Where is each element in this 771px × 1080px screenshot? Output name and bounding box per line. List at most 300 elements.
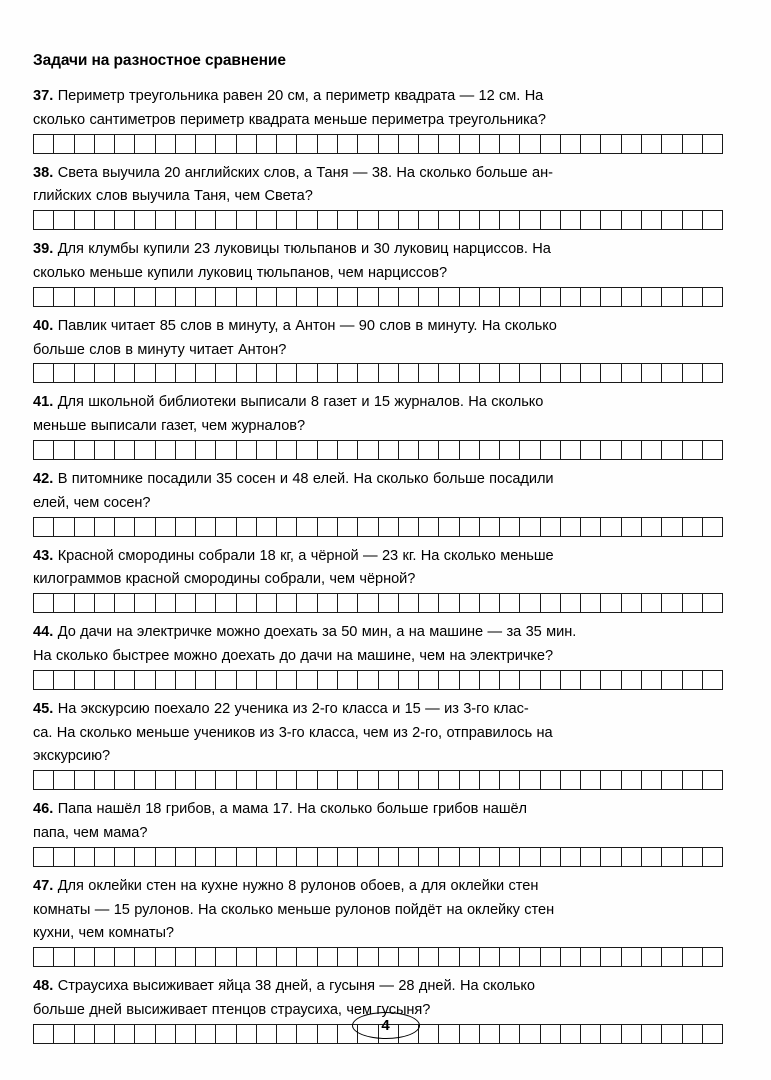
answer-grid-cell[interactable] — [379, 441, 399, 459]
answer-grid-cell[interactable] — [419, 671, 439, 689]
answer-grid-cell[interactable] — [399, 594, 419, 612]
answer-grid-cell[interactable] — [500, 364, 520, 382]
answer-grid-cell[interactable] — [196, 594, 216, 612]
answer-grid-cell[interactable] — [642, 771, 662, 789]
answer-grid-cell[interactable] — [34, 441, 54, 459]
answer-grid-cell[interactable] — [237, 671, 257, 689]
answer-grid-cell[interactable] — [480, 364, 500, 382]
answer-grid-cell[interactable] — [419, 135, 439, 153]
answer-grid-cell[interactable] — [156, 671, 176, 689]
answer-grid-cell[interactable] — [581, 288, 601, 306]
answer-grid-cell[interactable] — [642, 948, 662, 966]
answer-grid-cell[interactable] — [601, 594, 621, 612]
answer-grid-cell[interactable] — [318, 848, 338, 866]
answer-grid-cell[interactable] — [216, 364, 236, 382]
answer-grid-cell[interactable] — [297, 848, 317, 866]
answer-grid-cell[interactable] — [541, 671, 561, 689]
answer-grid-cell[interactable] — [622, 671, 642, 689]
answer-grid-cell[interactable] — [520, 848, 540, 866]
answer-grid-cell[interactable] — [318, 948, 338, 966]
answer-grid-cell[interactable] — [439, 288, 459, 306]
answer-grid-cell[interactable] — [500, 848, 520, 866]
answer-grid-cell[interactable] — [581, 671, 601, 689]
answer-grid-cell[interactable] — [156, 135, 176, 153]
answer-grid-cell[interactable] — [703, 288, 722, 306]
answer-grid-cell[interactable] — [34, 364, 54, 382]
answer-grid-cell[interactable] — [95, 288, 115, 306]
answer-grid-cell[interactable] — [237, 364, 257, 382]
answer-grid-cell[interactable] — [358, 594, 378, 612]
answer-grid-cell[interactable] — [318, 288, 338, 306]
answer-grid-cell[interactable] — [257, 518, 277, 536]
answer-grid-cell[interactable] — [581, 441, 601, 459]
answer-grid-cell[interactable] — [561, 948, 581, 966]
answer-grid-cell[interactable] — [622, 288, 642, 306]
answer-grid-cell[interactable] — [642, 441, 662, 459]
answer-grid-cell[interactable] — [399, 441, 419, 459]
answer-grid-cell[interactable] — [439, 848, 459, 866]
answer-grid-cell[interactable] — [662, 848, 682, 866]
answer-grid-cell[interactable] — [460, 771, 480, 789]
answer-grid-cell[interactable] — [95, 441, 115, 459]
answer-grid-cell[interactable] — [379, 135, 399, 153]
answer-grid-cell[interactable] — [216, 135, 236, 153]
answer-grid-cell[interactable] — [95, 364, 115, 382]
answer-grid-cell[interactable] — [338, 135, 358, 153]
answer-grid-cell[interactable] — [561, 364, 581, 382]
answer-grid-cell[interactable] — [318, 594, 338, 612]
answer-grid-cell[interactable] — [642, 671, 662, 689]
answer-grid-cell[interactable] — [34, 848, 54, 866]
answer-grid-cell[interactable] — [237, 211, 257, 229]
answer-grid-cell[interactable] — [135, 771, 155, 789]
answer-grid-cell[interactable] — [561, 135, 581, 153]
answer-grid-cell[interactable] — [115, 771, 135, 789]
answer-grid-cell[interactable] — [601, 211, 621, 229]
answer-grid-cell[interactable] — [581, 364, 601, 382]
answer-grid-cell[interactable] — [541, 771, 561, 789]
answer-grid-cell[interactable] — [196, 211, 216, 229]
answer-grid-cell[interactable] — [581, 848, 601, 866]
answer-grid-cell[interactable] — [520, 135, 540, 153]
answer-grid-cell[interactable] — [500, 211, 520, 229]
answer-grid-cell[interactable] — [135, 211, 155, 229]
answer-grid[interactable] — [33, 134, 723, 154]
answer-grid[interactable] — [33, 210, 723, 230]
answer-grid-cell[interactable] — [399, 288, 419, 306]
answer-grid-cell[interactable] — [520, 594, 540, 612]
answer-grid-cell[interactable] — [642, 518, 662, 536]
answer-grid-cell[interactable] — [683, 135, 703, 153]
answer-grid-cell[interactable] — [277, 364, 297, 382]
answer-grid-cell[interactable] — [379, 518, 399, 536]
answer-grid-cell[interactable] — [297, 441, 317, 459]
answer-grid-cell[interactable] — [75, 135, 95, 153]
answer-grid-cell[interactable] — [297, 364, 317, 382]
answer-grid-cell[interactable] — [54, 671, 74, 689]
answer-grid-cell[interactable] — [460, 211, 480, 229]
answer-grid-cell[interactable] — [277, 135, 297, 153]
answer-grid-cell[interactable] — [622, 848, 642, 866]
answer-grid-cell[interactable] — [196, 135, 216, 153]
answer-grid-cell[interactable] — [379, 288, 399, 306]
answer-grid-cell[interactable] — [419, 364, 439, 382]
answer-grid-cell[interactable] — [500, 441, 520, 459]
answer-grid-cell[interactable] — [338, 518, 358, 536]
answer-grid-cell[interactable] — [216, 211, 236, 229]
answer-grid-cell[interactable] — [277, 848, 297, 866]
answer-grid-cell[interactable] — [541, 135, 561, 153]
answer-grid-cell[interactable] — [237, 288, 257, 306]
answer-grid-cell[interactable] — [196, 518, 216, 536]
answer-grid-cell[interactable] — [196, 671, 216, 689]
answer-grid-cell[interactable] — [54, 211, 74, 229]
answer-grid-cell[interactable] — [277, 948, 297, 966]
answer-grid-cell[interactable] — [176, 211, 196, 229]
answer-grid-cell[interactable] — [135, 594, 155, 612]
answer-grid-cell[interactable] — [318, 671, 338, 689]
answer-grid[interactable] — [33, 947, 723, 967]
answer-grid-cell[interactable] — [460, 948, 480, 966]
answer-grid-cell[interactable] — [662, 771, 682, 789]
answer-grid-cell[interactable] — [297, 594, 317, 612]
answer-grid-cell[interactable] — [642, 135, 662, 153]
answer-grid-cell[interactable] — [257, 771, 277, 789]
answer-grid-cell[interactable] — [318, 441, 338, 459]
answer-grid-cell[interactable] — [237, 135, 257, 153]
answer-grid-cell[interactable] — [237, 948, 257, 966]
answer-grid-cell[interactable] — [297, 518, 317, 536]
answer-grid-cell[interactable] — [135, 288, 155, 306]
answer-grid-cell[interactable] — [703, 848, 722, 866]
answer-grid-cell[interactable] — [581, 948, 601, 966]
answer-grid-cell[interactable] — [460, 441, 480, 459]
answer-grid-cell[interactable] — [358, 211, 378, 229]
answer-grid-cell[interactable] — [460, 594, 480, 612]
answer-grid-cell[interactable] — [277, 288, 297, 306]
answer-grid-cell[interactable] — [297, 671, 317, 689]
answer-grid-cell[interactable] — [358, 135, 378, 153]
answer-grid-cell[interactable] — [399, 518, 419, 536]
answer-grid-cell[interactable] — [338, 441, 358, 459]
answer-grid-cell[interactable] — [601, 771, 621, 789]
answer-grid-cell[interactable] — [642, 364, 662, 382]
answer-grid-cell[interactable] — [95, 518, 115, 536]
answer-grid-cell[interactable] — [156, 441, 176, 459]
answer-grid-cell[interactable] — [297, 135, 317, 153]
answer-grid-cell[interactable] — [439, 364, 459, 382]
answer-grid-cell[interactable] — [196, 288, 216, 306]
answer-grid-cell[interactable] — [176, 948, 196, 966]
answer-grid-cell[interactable] — [379, 848, 399, 866]
answer-grid-cell[interactable] — [358, 848, 378, 866]
answer-grid[interactable] — [33, 440, 723, 460]
answer-grid-cell[interactable] — [662, 135, 682, 153]
answer-grid-cell[interactable] — [196, 364, 216, 382]
answer-grid-cell[interactable] — [520, 211, 540, 229]
answer-grid-cell[interactable] — [520, 671, 540, 689]
answer-grid-cell[interactable] — [419, 288, 439, 306]
answer-grid-cell[interactable] — [257, 135, 277, 153]
answer-grid-cell[interactable] — [297, 288, 317, 306]
answer-grid-cell[interactable] — [54, 135, 74, 153]
answer-grid-cell[interactable] — [419, 211, 439, 229]
answer-grid-cell[interactable] — [399, 211, 419, 229]
answer-grid-cell[interactable] — [622, 364, 642, 382]
answer-grid-cell[interactable] — [135, 364, 155, 382]
answer-grid-cell[interactable] — [237, 441, 257, 459]
answer-grid-cell[interactable] — [541, 518, 561, 536]
answer-grid-cell[interactable] — [135, 848, 155, 866]
answer-grid-cell[interactable] — [500, 771, 520, 789]
answer-grid-cell[interactable] — [460, 848, 480, 866]
answer-grid-cell[interactable] — [622, 948, 642, 966]
answer-grid-cell[interactable] — [703, 771, 722, 789]
answer-grid-cell[interactable] — [480, 288, 500, 306]
answer-grid-cell[interactable] — [460, 288, 480, 306]
answer-grid-cell[interactable] — [156, 594, 176, 612]
answer-grid-cell[interactable] — [115, 135, 135, 153]
answer-grid-cell[interactable] — [581, 211, 601, 229]
answer-grid-cell[interactable] — [480, 211, 500, 229]
answer-grid-cell[interactable] — [683, 441, 703, 459]
answer-grid-cell[interactable] — [277, 518, 297, 536]
answer-grid-cell[interactable] — [683, 671, 703, 689]
answer-grid-cell[interactable] — [581, 135, 601, 153]
answer-grid-cell[interactable] — [115, 671, 135, 689]
answer-grid-cell[interactable] — [399, 948, 419, 966]
answer-grid-cell[interactable] — [34, 948, 54, 966]
answer-grid-cell[interactable] — [662, 288, 682, 306]
answer-grid[interactable] — [33, 593, 723, 613]
answer-grid-cell[interactable] — [399, 771, 419, 789]
answer-grid-cell[interactable] — [135, 135, 155, 153]
answer-grid-cell[interactable] — [156, 771, 176, 789]
answer-grid-cell[interactable] — [277, 211, 297, 229]
answer-grid-cell[interactable] — [115, 288, 135, 306]
answer-grid-cell[interactable] — [460, 364, 480, 382]
answer-grid-cell[interactable] — [439, 948, 459, 966]
answer-grid-cell[interactable] — [642, 848, 662, 866]
answer-grid-cell[interactable] — [439, 135, 459, 153]
answer-grid-cell[interactable] — [318, 211, 338, 229]
answer-grid-cell[interactable] — [54, 848, 74, 866]
answer-grid-cell[interactable] — [622, 594, 642, 612]
answer-grid-cell[interactable] — [54, 948, 74, 966]
answer-grid-cell[interactable] — [662, 364, 682, 382]
answer-grid-cell[interactable] — [561, 594, 581, 612]
answer-grid-cell[interactable] — [196, 948, 216, 966]
answer-grid-cell[interactable] — [135, 518, 155, 536]
answer-grid-cell[interactable] — [156, 288, 176, 306]
answer-grid-cell[interactable] — [703, 948, 722, 966]
answer-grid-cell[interactable] — [277, 771, 297, 789]
answer-grid-cell[interactable] — [520, 518, 540, 536]
answer-grid-cell[interactable] — [439, 518, 459, 536]
answer-grid-cell[interactable] — [257, 288, 277, 306]
answer-grid-cell[interactable] — [662, 518, 682, 536]
answer-grid-cell[interactable] — [500, 671, 520, 689]
answer-grid-cell[interactable] — [216, 518, 236, 536]
answer-grid[interactable] — [33, 363, 723, 383]
answer-grid-cell[interactable] — [338, 671, 358, 689]
answer-grid-cell[interactable] — [277, 594, 297, 612]
answer-grid-cell[interactable] — [277, 671, 297, 689]
answer-grid-cell[interactable] — [75, 594, 95, 612]
answer-grid-cell[interactable] — [237, 518, 257, 536]
answer-grid-cell[interactable] — [622, 135, 642, 153]
answer-grid-cell[interactable] — [135, 441, 155, 459]
answer-grid-cell[interactable] — [622, 518, 642, 536]
answer-grid-cell[interactable] — [338, 288, 358, 306]
answer-grid-cell[interactable] — [561, 848, 581, 866]
answer-grid-cell[interactable] — [419, 441, 439, 459]
answer-grid-cell[interactable] — [318, 364, 338, 382]
answer-grid-cell[interactable] — [75, 441, 95, 459]
answer-grid-cell[interactable] — [379, 671, 399, 689]
answer-grid-cell[interactable] — [176, 671, 196, 689]
answer-grid-cell[interactable] — [520, 441, 540, 459]
answer-grid-cell[interactable] — [500, 594, 520, 612]
answer-grid-cell[interactable] — [561, 771, 581, 789]
answer-grid-cell[interactable] — [683, 771, 703, 789]
answer-grid-cell[interactable] — [642, 594, 662, 612]
answer-grid-cell[interactable] — [642, 211, 662, 229]
answer-grid-cell[interactable] — [75, 518, 95, 536]
answer-grid-cell[interactable] — [115, 518, 135, 536]
answer-grid-cell[interactable] — [379, 948, 399, 966]
answer-grid-cell[interactable] — [662, 441, 682, 459]
answer-grid-cell[interactable] — [480, 441, 500, 459]
answer-grid-cell[interactable] — [75, 948, 95, 966]
answer-grid-cell[interactable] — [460, 671, 480, 689]
answer-grid-cell[interactable] — [257, 948, 277, 966]
answer-grid-cell[interactable] — [135, 948, 155, 966]
answer-grid-cell[interactable] — [257, 441, 277, 459]
answer-grid-cell[interactable] — [156, 848, 176, 866]
answer-grid-cell[interactable] — [520, 948, 540, 966]
answer-grid-cell[interactable] — [196, 848, 216, 866]
answer-grid-cell[interactable] — [115, 364, 135, 382]
answer-grid[interactable] — [33, 847, 723, 867]
answer-grid-cell[interactable] — [358, 671, 378, 689]
answer-grid-cell[interactable] — [216, 948, 236, 966]
answer-grid-cell[interactable] — [601, 135, 621, 153]
answer-grid-cell[interactable] — [297, 771, 317, 789]
answer-grid-cell[interactable] — [561, 518, 581, 536]
answer-grid-cell[interactable] — [601, 848, 621, 866]
answer-grid-cell[interactable] — [75, 364, 95, 382]
answer-grid-cell[interactable] — [379, 594, 399, 612]
answer-grid-cell[interactable] — [480, 771, 500, 789]
answer-grid-cell[interactable] — [480, 671, 500, 689]
answer-grid-cell[interactable] — [176, 594, 196, 612]
answer-grid-cell[interactable] — [662, 594, 682, 612]
answer-grid-cell[interactable] — [541, 211, 561, 229]
answer-grid-cell[interactable] — [54, 518, 74, 536]
answer-grid-cell[interactable] — [95, 135, 115, 153]
answer-grid-cell[interactable] — [115, 441, 135, 459]
answer-grid-cell[interactable] — [75, 848, 95, 866]
answer-grid-cell[interactable] — [34, 211, 54, 229]
answer-grid-cell[interactable] — [480, 848, 500, 866]
answer-grid-cell[interactable] — [683, 288, 703, 306]
answer-grid-cell[interactable] — [135, 671, 155, 689]
answer-grid-cell[interactable] — [54, 594, 74, 612]
answer-grid-cell[interactable] — [34, 671, 54, 689]
answer-grid-cell[interactable] — [561, 441, 581, 459]
answer-grid-cell[interactable] — [34, 771, 54, 789]
answer-grid-cell[interactable] — [703, 518, 722, 536]
answer-grid-cell[interactable] — [541, 948, 561, 966]
answer-grid-cell[interactable] — [379, 364, 399, 382]
answer-grid-cell[interactable] — [601, 441, 621, 459]
answer-grid-cell[interactable] — [237, 771, 257, 789]
answer-grid-cell[interactable] — [622, 441, 642, 459]
answer-grid-cell[interactable] — [95, 848, 115, 866]
answer-grid-cell[interactable] — [683, 211, 703, 229]
answer-grid-cell[interactable] — [338, 848, 358, 866]
answer-grid-cell[interactable] — [338, 211, 358, 229]
answer-grid-cell[interactable] — [419, 518, 439, 536]
answer-grid-cell[interactable] — [95, 671, 115, 689]
answer-grid-cell[interactable] — [683, 364, 703, 382]
answer-grid[interactable] — [33, 287, 723, 307]
answer-grid-cell[interactable] — [561, 288, 581, 306]
answer-grid-cell[interactable] — [703, 441, 722, 459]
answer-grid-cell[interactable] — [379, 211, 399, 229]
answer-grid-cell[interactable] — [34, 518, 54, 536]
answer-grid-cell[interactable] — [257, 364, 277, 382]
answer-grid-cell[interactable] — [561, 211, 581, 229]
answer-grid-cell[interactable] — [662, 948, 682, 966]
answer-grid-cell[interactable] — [257, 211, 277, 229]
answer-grid-cell[interactable] — [216, 848, 236, 866]
answer-grid-cell[interactable] — [439, 441, 459, 459]
answer-grid-cell[interactable] — [480, 518, 500, 536]
answer-grid-cell[interactable] — [480, 948, 500, 966]
answer-grid-cell[interactable] — [541, 594, 561, 612]
answer-grid-cell[interactable] — [95, 211, 115, 229]
answer-grid-cell[interactable] — [216, 441, 236, 459]
answer-grid-cell[interactable] — [257, 594, 277, 612]
answer-grid-cell[interactable] — [561, 671, 581, 689]
answer-grid-cell[interactable] — [683, 518, 703, 536]
answer-grid-cell[interactable] — [176, 441, 196, 459]
answer-grid-cell[interactable] — [500, 518, 520, 536]
answer-grid-cell[interactable] — [54, 441, 74, 459]
answer-grid-cell[interactable] — [297, 211, 317, 229]
answer-grid-cell[interactable] — [75, 771, 95, 789]
answer-grid-cell[interactable] — [115, 848, 135, 866]
answer-grid-cell[interactable] — [196, 441, 216, 459]
answer-grid-cell[interactable] — [54, 288, 74, 306]
answer-grid-cell[interactable] — [419, 848, 439, 866]
answer-grid-cell[interactable] — [439, 771, 459, 789]
answer-grid-cell[interactable] — [176, 771, 196, 789]
answer-grid-cell[interactable] — [683, 594, 703, 612]
answer-grid-cell[interactable] — [176, 518, 196, 536]
answer-grid-cell[interactable] — [683, 948, 703, 966]
answer-grid-cell[interactable] — [439, 594, 459, 612]
answer-grid-cell[interactable] — [156, 211, 176, 229]
answer-grid-cell[interactable] — [75, 288, 95, 306]
answer-grid-cell[interactable] — [601, 364, 621, 382]
answer-grid-cell[interactable] — [358, 518, 378, 536]
answer-grid-cell[interactable] — [176, 364, 196, 382]
answer-grid-cell[interactable] — [95, 771, 115, 789]
answer-grid[interactable] — [33, 517, 723, 537]
